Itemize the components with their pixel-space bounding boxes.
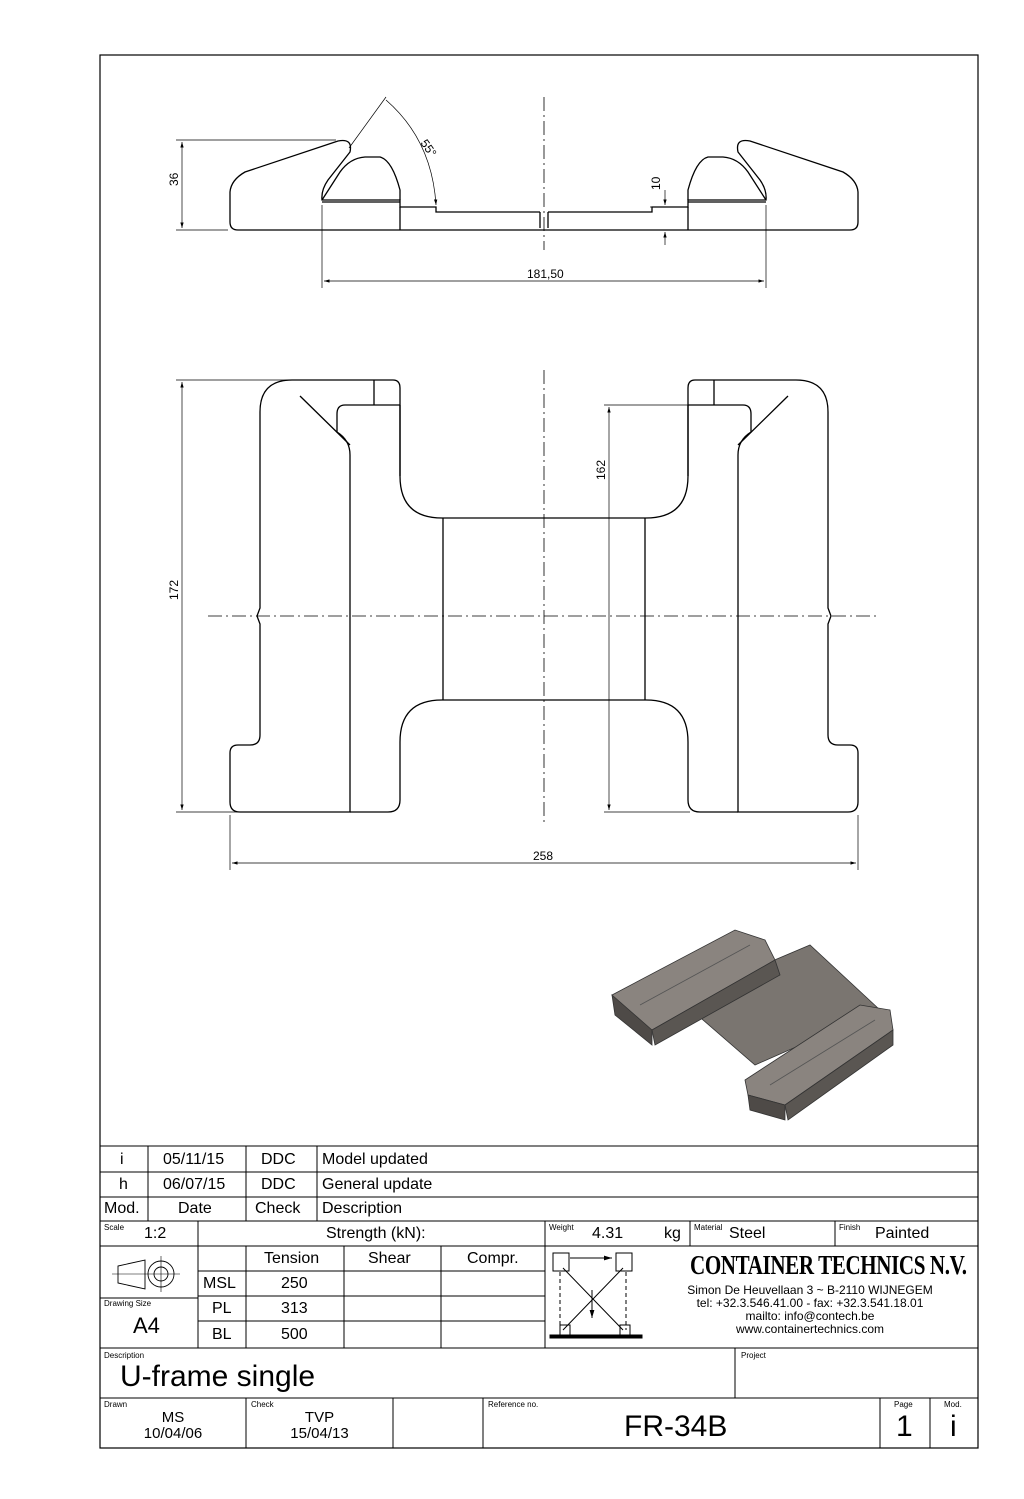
drawn-label: Drawn [104, 1400, 128, 1409]
finish-label: Finish [839, 1223, 861, 1232]
header-description: Description [322, 1200, 403, 1217]
strength-title: Strength (kN): [326, 1225, 426, 1242]
header-check: Check [255, 1200, 301, 1217]
projection-symbol-icon [112, 1256, 180, 1292]
company-address: Simon De Heuvellaan 3 ~ B-2110 WIJNEGEM [687, 1283, 933, 1297]
row-bl-label: BL [212, 1326, 232, 1343]
reference-value: FR-34B [624, 1410, 728, 1443]
mod-value: i [950, 1410, 957, 1443]
page-label: Page [894, 1400, 913, 1409]
company-website[interactable]: www.containertechnics.com [735, 1322, 885, 1336]
front-view-dimensions [176, 380, 858, 870]
dim-angle: 55° [417, 136, 440, 160]
check-date: 15/04/13 [290, 1425, 349, 1442]
company-name: CONTAINER TECHNICS N.V. [690, 1250, 967, 1280]
row-msl-tension: 250 [281, 1275, 308, 1292]
dim-overall-height: 172 [167, 579, 181, 600]
rev-description: Model updated [322, 1151, 428, 1168]
check-label: Check [251, 1400, 274, 1409]
drawn-date: 10/04/06 [143, 1425, 203, 1442]
material-label: Material [694, 1223, 723, 1232]
header-mod: Mod. [104, 1200, 140, 1217]
project-label: Project [741, 1351, 766, 1360]
rev-mod: h [119, 1176, 128, 1193]
finish-value: Painted [875, 1225, 930, 1242]
weight-value: 4.31 [592, 1225, 624, 1242]
material-value: Steel [729, 1225, 766, 1242]
rev-check: DDC [261, 1176, 296, 1193]
dim-inner-width: 181,50 [527, 267, 564, 281]
side-view-dimensions [176, 97, 766, 288]
row-msl-label: MSL [203, 1275, 236, 1292]
company-email[interactable]: mailto: info@contech.be [745, 1309, 875, 1323]
side-view [230, 97, 858, 250]
scale-value: 1:2 [144, 1225, 167, 1242]
scale-label: Scale [104, 1223, 125, 1232]
isometric-render [612, 930, 893, 1120]
weight-label: Weight [549, 1223, 574, 1232]
company-contact [655, 1284, 965, 1336]
reference-label: Reference no. [488, 1400, 539, 1409]
col-shear: Shear [368, 1250, 411, 1267]
header-date: Date [178, 1200, 212, 1217]
rev-description: General update [322, 1176, 433, 1193]
weight-unit: kg [664, 1225, 681, 1242]
dim-step-height: 10 [649, 176, 663, 190]
drawing-size-label: Drawing Size [104, 1299, 152, 1308]
rev-date: 06/07/15 [163, 1176, 226, 1193]
sheet-border [100, 55, 978, 1448]
dim-height-side: 36 [167, 172, 181, 186]
col-compr: Compr. [467, 1250, 519, 1267]
mod-label: Mod. [944, 1400, 962, 1409]
drawn-info [100, 1410, 246, 1442]
rev-check: DDC [261, 1151, 296, 1168]
row-pl-label: PL [212, 1300, 232, 1317]
check-by: TVP [304, 1409, 335, 1426]
col-tension: Tension [264, 1250, 320, 1267]
rev-mod: i [120, 1151, 124, 1168]
description-value: U-frame single [120, 1360, 316, 1393]
front-view [208, 370, 880, 825]
dim-overall-width: 258 [533, 849, 554, 863]
row-pl-tension: 313 [281, 1300, 308, 1317]
page-value: 1 [896, 1410, 913, 1443]
description-label: Description [104, 1351, 145, 1360]
rev-date: 05/11/15 [163, 1151, 225, 1168]
drawn-by: MS [161, 1409, 185, 1426]
drawing-size-value: A4 [133, 1313, 160, 1338]
row-bl-tension: 500 [281, 1326, 308, 1343]
check-info [246, 1410, 393, 1442]
dim-inner-height: 162 [594, 459, 608, 480]
company-phone: tel: +32.3.546.41.00 - fax: +32.3.541.18.01 [696, 1296, 924, 1310]
strength-diagram-icon [550, 1253, 642, 1338]
